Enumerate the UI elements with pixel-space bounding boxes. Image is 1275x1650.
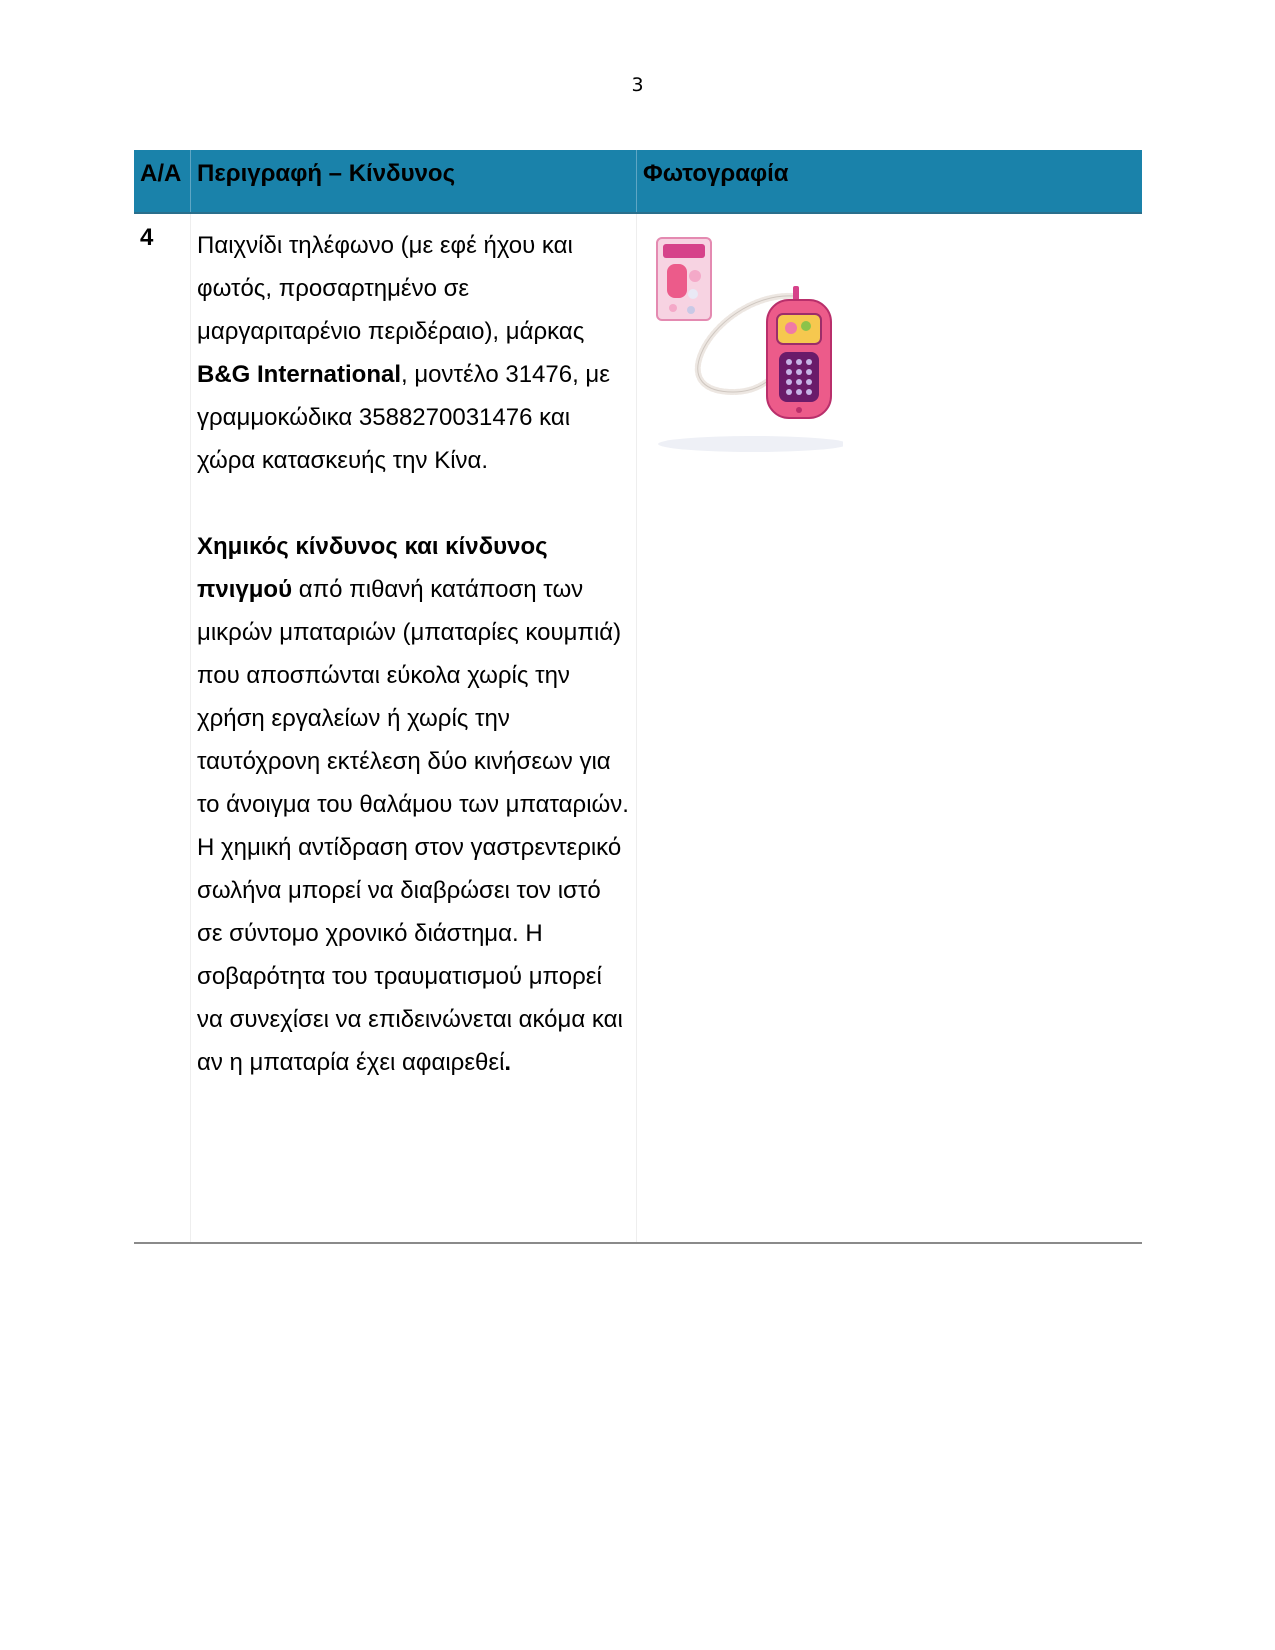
injury-description	[197, 826, 630, 1084]
hazard-text: από πιθανή κατάποση των μικρών μπαταριών (μπαταρίες κουμπιά) που αποσπώνται εύκολα χωρίς την χρήση εργαλείων ή χωρίς την ταυτόχρονη εκτέλεση δύο κινήσεων για το άνοιγμα του θαλάμου των μπαταριών.	[197, 576, 629, 818]
paragraph-spacer	[197, 482, 630, 525]
row-description	[190, 214, 636, 1242]
header-photo: Φωτογραφία	[636, 150, 1142, 212]
injury-text-end: .	[504, 1049, 512, 1076]
product-photo	[643, 224, 843, 454]
header-description: Περιγραφή – Κίνδυνος	[190, 150, 636, 212]
table-row	[134, 214, 1142, 1244]
hazard-title: Χημικός κίνδυνος και κίνδυνος πνιγμού	[197, 533, 548, 603]
injury-text: Η χημική αντίδραση στον γαστρεντερικό σωλήνα μπορεί να διαβρώσει τον ιστό σε σύντομο χρονικό διάστημα. Η σοβαρότητα του τραυματισμού μπορεί να συνεχίσει να επιδεινώνεται ακόμα και αν η μπαταρία έχει αφαιρεθεί	[197, 834, 623, 1076]
hazard-description	[197, 525, 630, 826]
table-header-row	[134, 150, 1142, 214]
product-details-text: , μοντέλο 31476, με γραμμοκώδικα 3588270031476 και χώρα κατασκευής την Κίνα.	[197, 361, 610, 474]
product-description	[197, 224, 630, 482]
page-number: 3	[631, 74, 644, 96]
header-aa: A/A	[140, 160, 182, 187]
product-description-text: Παιχνίδι τηλέφωνο (με εφέ ήχου και φωτός, προσαρτημένο σε μαργαριταρένιο περιδέραιο), μάρκας	[197, 232, 585, 345]
brand-name: B&G International	[197, 361, 402, 388]
row-photo-cell	[636, 214, 1142, 1242]
toy-phone-image	[643, 224, 843, 454]
product-table	[134, 150, 1142, 1244]
row-number: 4	[140, 224, 154, 251]
